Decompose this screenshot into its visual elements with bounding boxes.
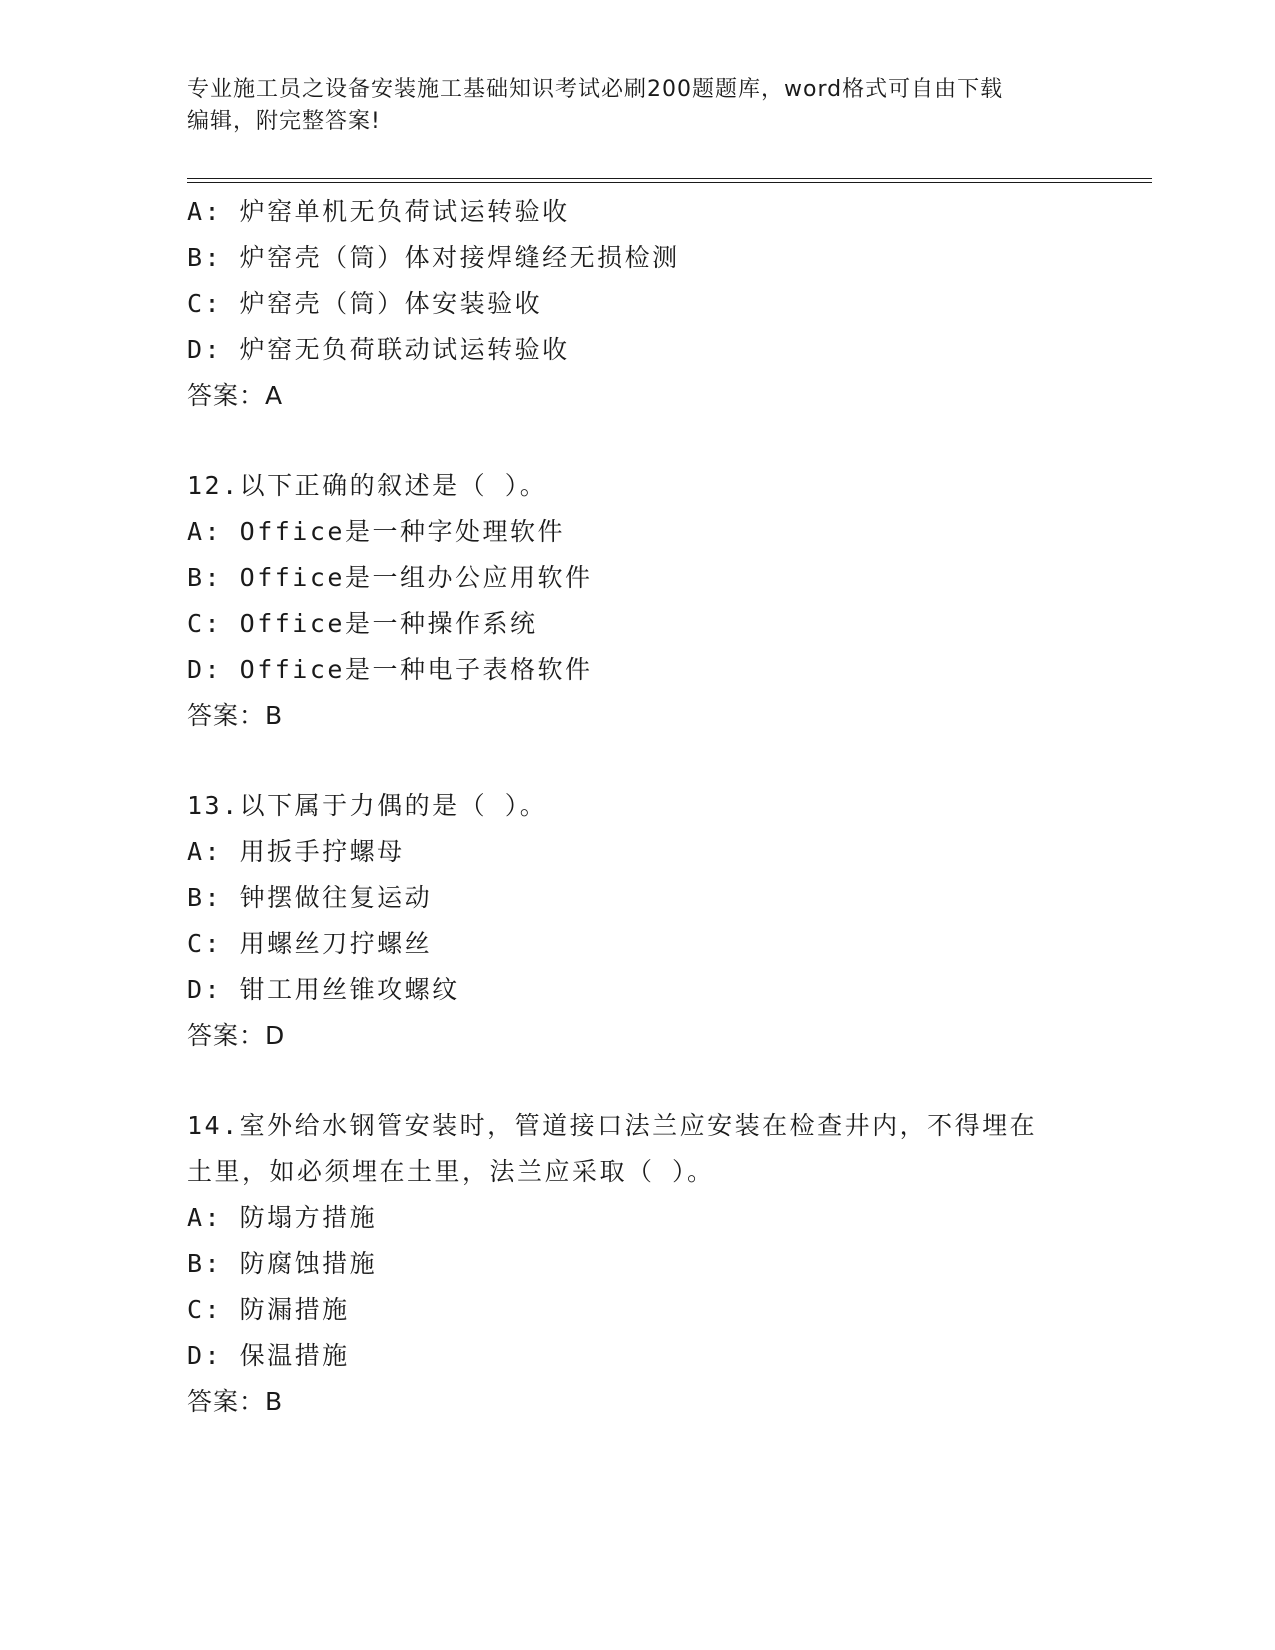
option-d: D: 钳工用丝锥攻螺纹 xyxy=(187,975,460,1004)
option-c: C: 炉窑壳（筒）体安装验收 xyxy=(187,289,543,318)
option-d: D: 保温措施 xyxy=(187,1341,350,1370)
option-d: D: 炉窑无负荷联动试运转验收 xyxy=(187,335,570,364)
question-list xyxy=(187,189,1107,1425)
option-a: A: 炉窑单机无负荷试运转验收 xyxy=(187,197,570,226)
answer: 答案：B xyxy=(187,1387,284,1416)
question-14 xyxy=(187,1103,1107,1425)
option-a: A: Office是一种字处理软件 xyxy=(187,517,565,546)
spacer xyxy=(187,419,1107,463)
option-b: B: 防腐蚀措施 xyxy=(187,1249,378,1278)
question-stem-line-2: 土里，如必须埋在土里，法兰应采取（ ）。 xyxy=(187,1157,715,1186)
question-12 xyxy=(187,463,1107,739)
question-stem-line-1: 14.室外给水钢管安装时，管道接口法兰应安装在检查井内，不得埋在 xyxy=(187,1111,1038,1140)
header-divider-bottom xyxy=(187,182,1152,183)
header-line-2: 编辑，附完整答案! xyxy=(187,109,381,134)
header-line-1: 专业施工员之设备安装施工基础知识考试必刷200题题库，word格式可自由下载 xyxy=(187,77,1004,102)
question-13 xyxy=(187,783,1107,1059)
answer: 答案：D xyxy=(187,1021,286,1050)
answer: 答案：A xyxy=(187,381,284,410)
question-stem: 12.以下正确的叙述是（ ）。 xyxy=(187,471,548,500)
option-c: C: 防漏措施 xyxy=(187,1295,350,1324)
option-d: D: Office是一种电子表格软件 xyxy=(187,655,593,684)
option-b: B: 炉窑壳（筒）体对接焊缝经无损检测 xyxy=(187,243,680,272)
spacer xyxy=(187,1059,1107,1103)
option-a: A: 用扳手拧螺母 xyxy=(187,837,405,866)
option-c: C: Office是一种操作系统 xyxy=(187,609,538,638)
option-c: C: 用螺丝刀拧螺丝 xyxy=(187,929,433,958)
document-header xyxy=(187,74,1087,138)
answer: 答案：B xyxy=(187,701,284,730)
spacer xyxy=(187,739,1107,783)
header-divider-top xyxy=(187,178,1152,179)
question-stem: 13.以下属于力偶的是（ ）。 xyxy=(187,791,548,820)
option-b: B: 钟摆做往复运动 xyxy=(187,883,433,912)
question-11 xyxy=(187,189,1107,419)
option-b: B: Office是一组办公应用软件 xyxy=(187,563,593,592)
option-a: A: 防塌方措施 xyxy=(187,1203,378,1232)
